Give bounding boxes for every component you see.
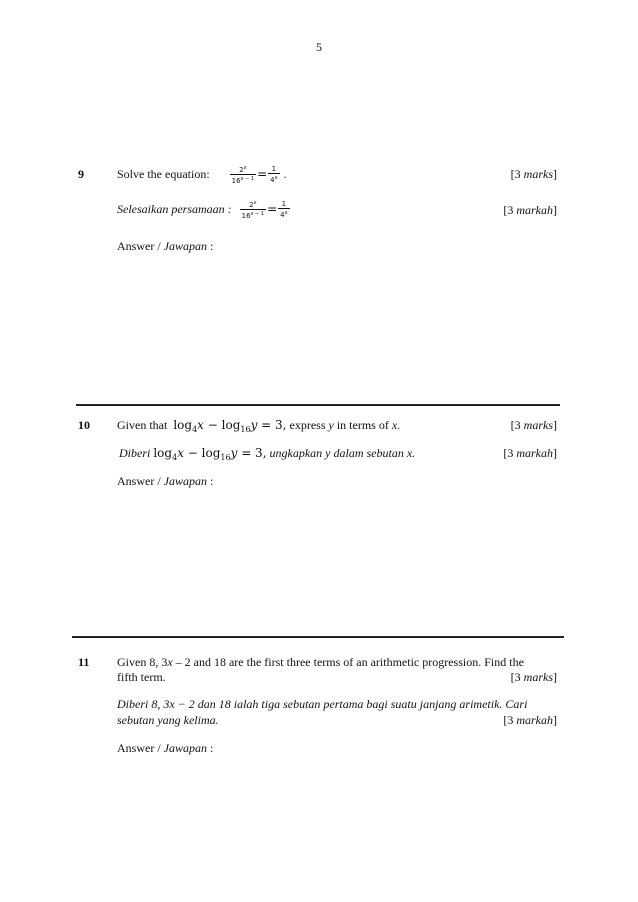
question-10-answer-label: Answer / Jawapan : xyxy=(117,474,214,488)
question-9-answer-label: Answer / Jawapan : xyxy=(117,239,214,253)
page-number: 5 xyxy=(316,40,322,54)
question-10-english: Given that $\log_4x - \log_{16}y = 3$, express y in terms of x. xyxy=(117,418,401,434)
question-11-markah: [3 markah] xyxy=(503,713,557,727)
question-9-marks: [3 marks] xyxy=(510,167,557,181)
question-10-tail: express y in terms of x. xyxy=(289,418,401,432)
fraction-rhs-malay: $\frac{1}{4^x}$ xyxy=(280,199,288,219)
question-9-malay-prefix: Selesaikan persamaan : xyxy=(117,202,232,216)
question-9-english: Solve the equation: $\frac{2^x}{16^{x - 1}}$ = $\frac{1}{4^x}$ . xyxy=(117,164,287,185)
question-10-marks: [3 marks] xyxy=(510,418,557,432)
question-9-markah: [3 markah] xyxy=(503,203,557,217)
question-9-number: 9 xyxy=(78,167,84,181)
fraction-lhs-malay: $\frac{2^x}{16^{x - 1}}$ xyxy=(241,199,265,220)
question-10-number: 10 xyxy=(78,418,90,432)
question-9-malay: Selesaikan persamaan : $\frac{2^x}{16^{x - 1}}$ = $\frac{1}{4^x}$ xyxy=(117,199,288,220)
question-11-english-line1: Given 8, 3x – 2 and 18 are the first three terms of an arithmetic progression. Find the xyxy=(117,655,524,669)
question-10-malay: Diberi $\log_4x - \log_{16}y = 3$, ungkapkan y dalam sebutan x. xyxy=(119,446,416,462)
question-11-answer-label: Answer / Jawapan : xyxy=(117,741,214,755)
question-10-markah: [3 markah] xyxy=(503,446,557,460)
divider-line xyxy=(76,404,560,406)
fraction-rhs: $\frac{1}{4^x}$ xyxy=(270,164,278,184)
question-11-number: 11 xyxy=(78,655,90,669)
question-11-malay-line1: Diberi 8, 3x − 2 dan 18 ialah tiga sebutan pertama bagi suatu janjang arimetik. Cari xyxy=(117,697,528,711)
fraction-lhs: $\frac{2^x}{16^{x - 1}}$ xyxy=(231,164,255,185)
question-11-malay-line2: sebutan yang kelima. xyxy=(117,713,219,727)
question-11-marks: [3 marks] xyxy=(510,670,557,684)
question-9-prefix: Solve the equation: xyxy=(117,167,210,181)
divider-line xyxy=(72,636,564,638)
question-11-english-line2: fifth term. xyxy=(117,670,166,684)
